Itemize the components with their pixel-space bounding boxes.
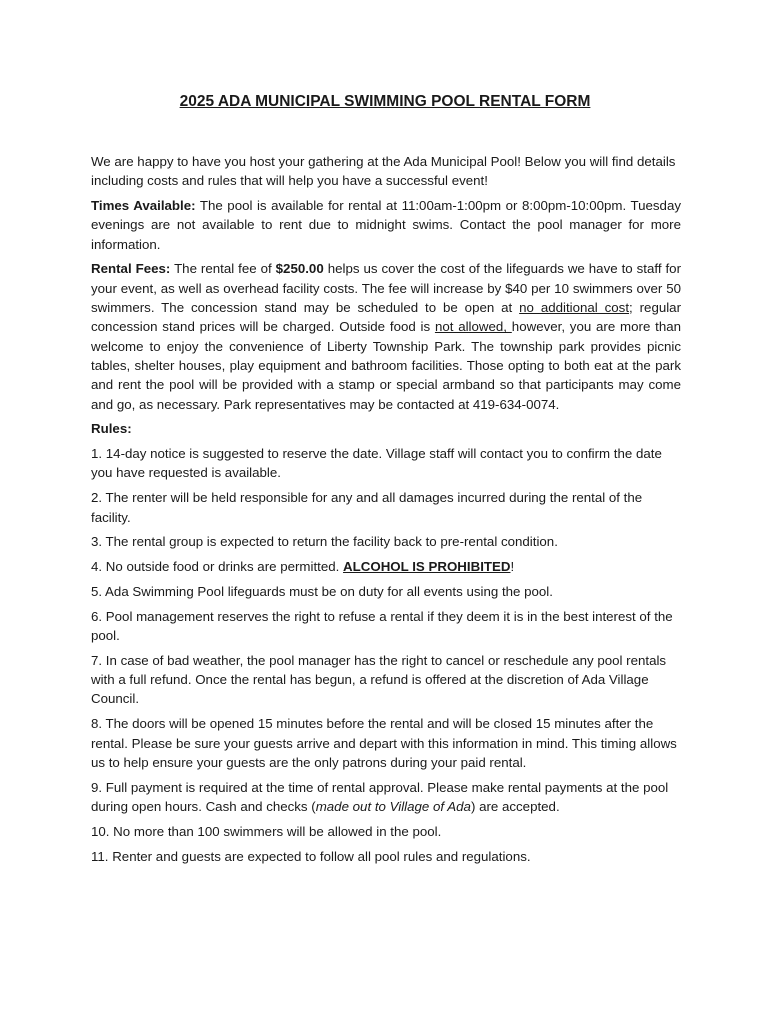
times-label: Times Available: (91, 198, 196, 214)
fees-text-3: ; regular concession stand prices will be charged. Outside food is (91, 300, 682, 335)
fees-paragraph (91, 259, 681, 413)
payable-to: made out to Village of Ada (315, 798, 471, 814)
rule-9: 9. Full payment is required at the time of rental approval. Please make rental payments at the pool during open hours. Cash and checks (made out to Village of Ada) are accepted. (91, 779, 669, 814)
fees-text-1: The rental fee of (170, 261, 276, 277)
rule-2: 2. The renter will be held responsible for any and all damages incurred during the rental of the facility. (91, 490, 643, 525)
fees-label: Rental Fees: (91, 261, 171, 277)
rule-5: 5. Ada Swimming Pool lifeguards must be on duty for all events using the pool. (91, 583, 553, 599)
rule-7: 7. In case of bad weather, the pool manager has the right to cancel or reschedule any pool rentals with a full refund. Once the rental has begun, a refund is offered at the discretion of Ada Village Council. (91, 652, 667, 707)
no-additional-cost: no additional cost (519, 300, 630, 316)
fees-text-2: helps us cover the cost of the lifeguards we have to staff for your event, as well as overhead facility costs. The fee will increase by $40 per 10 swimmers over 50 swimmers. The concession stand may be scheduled to be open at (91, 261, 681, 316)
rule-10: 10. No more than 100 swimmers will be allowed in the pool. (91, 823, 442, 839)
rule-3: 3. The rental group is expected to return the facility back to pre-rental condition. (91, 534, 558, 550)
fees-text-4: however, you are more than welcome to enjoy the convenience of Liberty Township Park. The township park provides picnic tables, shelter houses, play equipment and bathroom facilities. Those opting to both eat at the park and rent the pool will be provided with a stamp or special armband so that participants may come and go, as necessary. Park representatives may be contacted at 419-634-0074. (91, 319, 682, 412)
alcohol-prohibited: ALCOHOL IS PROHIBITED (343, 559, 511, 575)
times-paragraph (91, 196, 681, 254)
document-body (91, 152, 681, 871)
rule-11: 11. Renter and guests are expected to follow all pool rules and regulations. (91, 848, 531, 864)
rule-1: 1. 14-day notice is suggested to reserve the date. Village staff will contact you to confirm the date you have requested is available. (91, 446, 662, 481)
times-text: The pool is available for rental at 11:00am-1:00pm or 8:00pm-10:00pm. Tuesday evenings are not available to rent due to midnight swims. Contact the pool manager for more information. (91, 198, 681, 252)
rules-heading: Rules: (91, 421, 132, 437)
rule-8: 8. The doors will be opened 15 minutes before the rental and will be closed 15 minutes after the rental. Please be sure your guests arrive and depart with this information in mind. This timing allows us to help ensure your guests are the only patrons during your paid rental. (91, 716, 677, 770)
page-title: 2025 ADA MUNICIPAL SWIMMING POOL RENTAL FORM (179, 93, 591, 110)
not-allowed: not allowed, (434, 319, 512, 335)
fee-amount: $250.00 (275, 261, 324, 277)
rule-4: 4. No outside food or drinks are permitted. ALCOHOL IS PROHIBITED! (91, 559, 515, 575)
intro-paragraph: We are happy to have you host your gathering at the Ada Municipal Pool! Below you will find details including costs and rules that will help you have a successful event! (91, 154, 676, 189)
rule-6: 6. Pool management reserves the right to refuse a rental if they deem it is in the best interest of the pool. (91, 608, 673, 644)
